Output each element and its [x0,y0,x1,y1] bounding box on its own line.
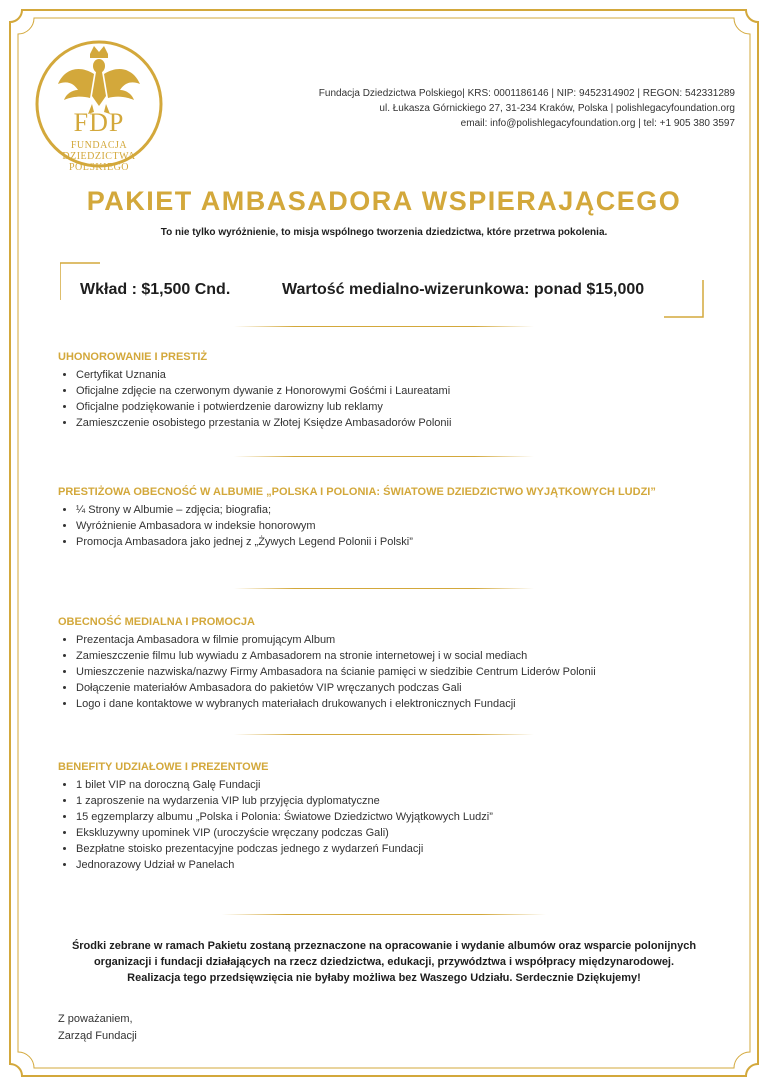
list-item: • Zamieszczenie filmu lub wywiadu z Ambasadorem na stronie internetowej i w social mediach [76,648,596,664]
signature-name: Zarząd Fundacji [58,1030,137,1042]
list-item: • Certyfikat Uznania [76,367,451,383]
list-item: • Jednorazowy Udział w Panelach [76,857,493,873]
signature-greeting: Z poważaniem, [58,1013,133,1025]
closing-line: Środki zebrane w ramach Pakietu zostaną przeznaczone na opracowanie i wydanie albumów oraz wsparcie polonijnych [71,940,697,952]
divider [234,588,534,589]
list-item: • Dołączenie materiałów Ambasadora do pakietów VIP wręczanych podczas Gali [76,680,596,696]
contact-info [319,86,735,131]
section-honors [58,351,451,431]
benefit-list [58,367,451,431]
list-item: • 15 egzemplarzy albumu „Polska i Polonia: Światowe Dziedzictwo Wyjątkowych Ludzi” [76,809,493,825]
list-item: • Promocja Ambasadora jako jednej z „Żywych Legend Polonii i Polski” [76,534,656,550]
benefit-list [58,632,596,712]
divider [234,326,534,327]
logo-name [34,140,164,173]
closing-statement [40,938,728,986]
list-item: • Wyróżnienie Ambasadora w indeksie honorowym [76,518,656,534]
logo-name-line: POLSKIEGO [68,162,130,173]
list-item: • Umieszczenie nazwiska/nazwy Firmy Ambasadora na ścianie pamięci w siedzibie Centrum Liderów Polonii [76,664,596,680]
list-item: • Oficjalne podziękowanie i potwierdzenie darowizny lub reklamy [76,399,451,415]
signature [58,1011,137,1045]
benefit-list [58,777,493,873]
logo-name-line: DZIEDZICTWA [62,151,136,162]
closing-line: organizacji i fundacji działających na rzecz dziedzictwa, edukacji, przywództwa i współpracy międzynarodowej. [93,956,675,968]
section-title: UHONOROWANIE I PRESTIŻ [58,351,208,363]
page-subtitle: To nie tylko wyróżnienie, to misja wspólnego tworzenia dziedzictwa, które przetrwa pokolenia. [160,227,608,238]
media-value: Wartość medialno-wizerunkowa: ponad $15,000 [282,281,645,298]
list-item: • ¼ Strony w Albumie – zdjęcia; biografia; [76,502,656,518]
contact-line-address[interactable]: ul. Łukasza Górnickiego 27, 31-234 Kraków, Polska | polishlegacyfoundation.org [379,103,735,114]
logo-name-line: FUNDACJA [70,140,128,151]
section-title: OBECNOŚĆ MEDIALNA I PROMOCJA [58,616,255,628]
section-media [58,616,596,712]
list-item: • 1 bilet VIP na doroczną Galę Fundacji [76,777,493,793]
section-benefits [58,761,493,873]
contribution-amount: Wkład : $1,500 Cnd. [80,281,231,298]
logo-abbreviation: FDP [73,108,125,137]
contact-line-email-phone[interactable]: email: info@polishlegacyfoundation.org | tel: +1 905 380 3597 [460,118,735,129]
list-item: • Logo i dane kontaktowe w wybranych materiałach drukowanych i elektronicznych Fundacji [76,696,596,712]
contact-line-registry: Fundacja Dziedzictwa Polskiego| KRS: 0001186146 | NIP: 9452314902 | REGON: 542331289 [318,88,735,99]
list-item: • Prezentacja Ambasadora w filmie promującym Album [76,632,596,648]
list-item: • 1 zaproszenie na wydarzenia VIP lub przyjęcia dyplomatyczne [76,793,493,809]
list-item: • Oficjalne zdjęcie na czerwonym dywanie z Honorowymi Gośćmi i Laureatami [76,383,451,399]
section-title: BENEFITY UDZIAŁOWE I PREZENTOWE [58,761,269,773]
section-title: PRESTIŻOWA OBECNOŚĆ W ALBUMIE „POLSKA I POLONIA: ŚWIATOWE DZIEDZICTWO WYJĄTKOWYCH LUDZI” [58,486,656,498]
benefit-list [58,502,656,550]
divider [234,456,534,457]
section-album [58,486,656,550]
page-title: PAKIET AMBASADORA WSPIERAJĄCEGO [86,186,682,216]
list-item: • Zamieszczenie osobistego przestania w Złotej Księdze Ambasadorów Polonii [76,415,451,431]
divider [234,734,534,735]
closing-line: Realizacja tego przedsięwzięcia nie byłaby możliwa bez Waszego Udziału. Serdecznie Dziękujemy! [127,972,641,984]
divider [222,914,546,915]
list-item: • Bezpłatne stoisko prezentacyjne podczas jednego z wydarzeń Fundacji [76,841,493,857]
list-item: • Ekskluzywny upominek VIP (uroczyście wręczany podczas Gali) [76,825,493,841]
